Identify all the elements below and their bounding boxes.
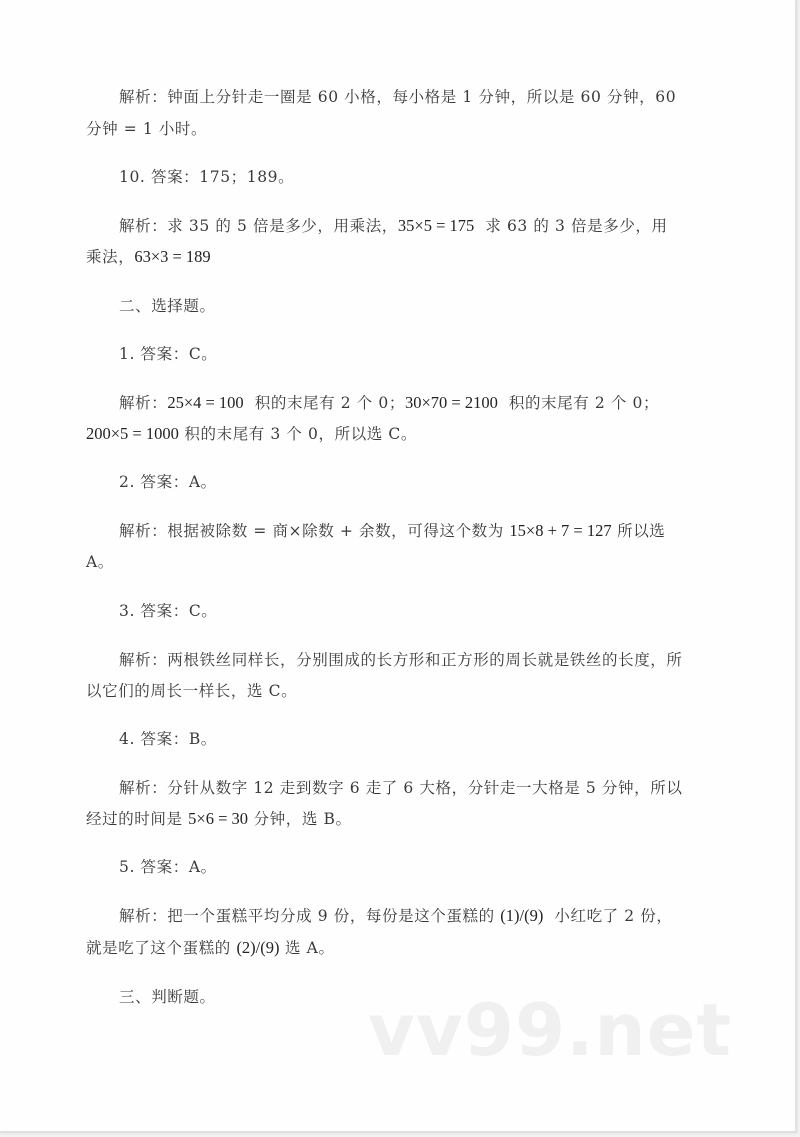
- text: 经过的时间是: [86, 810, 189, 828]
- math-expression: 25×4 = 100: [167, 393, 244, 412]
- watermark: vv99.net: [368, 988, 732, 1072]
- math-expression: 35×5 = 175: [397, 216, 475, 235]
- text: 10. 答案：175；189。: [119, 168, 295, 186]
- text: 选 A。: [279, 939, 335, 957]
- explanation-q10-line1: [119, 216, 739, 236]
- math-expression: 200×5 = 1000: [86, 424, 179, 443]
- text: 解析：钟面上分针走一圈是 60 小格，每小格是 1 分钟，所以是 60 分钟，60: [119, 88, 677, 106]
- explanation-mc-q3-line1: [119, 650, 739, 670]
- explanation-mc-q4-line2: [86, 809, 706, 829]
- math-expression: 30×70 = 2100: [404, 393, 498, 412]
- explanation-mc-q4-line1: [119, 778, 739, 798]
- explanation-mc-q5-line2: [86, 938, 706, 958]
- explanation-q10-line2: [86, 247, 706, 267]
- explanation-mc-q2-line1: [119, 521, 739, 541]
- text: 三、判断题。: [119, 988, 216, 1006]
- math-expression: 5×6 = 30: [188, 809, 249, 828]
- math-expression: 63×3 = 189: [134, 247, 211, 266]
- text: 解析：把一个蛋糕平均分成 9 份，每份是这个蛋糕的: [119, 907, 501, 925]
- text: 求 63 的 3 倍是多少，用: [474, 217, 668, 235]
- text: 以它们的周长一样长，选 C。: [86, 682, 298, 700]
- math-expression: (2)/(9): [236, 938, 280, 957]
- text: 解析：: [119, 394, 168, 412]
- text: 所以选: [611, 522, 666, 540]
- text: A。: [86, 553, 114, 571]
- text: 2. 答案：A。: [119, 473, 217, 491]
- explanation-mc-q5-line1: [119, 906, 739, 926]
- answer-mc-q1: [119, 344, 739, 364]
- text: 乘法，: [86, 248, 135, 266]
- explanation-mc-q2-line2: [86, 552, 706, 572]
- text: 解析：根据被除数 = 商×除数 + 余数，可得这个数为: [119, 522, 510, 540]
- text: 积的末尾有 2 个 0；: [497, 394, 660, 412]
- math-expression: 15×8 + 7 = 127: [509, 521, 612, 540]
- answer-mc-q4: [119, 729, 739, 749]
- text: 解析：两根铁丝同样长，分别围成的长方形和正方形的周长就是铁丝的长度，所: [119, 651, 683, 669]
- text: 分钟，选 B。: [248, 810, 352, 828]
- text: 二、选择题。: [119, 297, 216, 315]
- text: 解析：求 35 的 5 倍是多少，用乘法，: [119, 217, 398, 235]
- math-expression: (1)/(9): [500, 906, 544, 925]
- explanation-mc-q1-line1: [119, 393, 739, 413]
- text: 5. 答案：A。: [119, 858, 217, 876]
- section-heading-multiple-choice: [119, 296, 739, 316]
- explanation-mc-q1-line2: [86, 424, 706, 444]
- text: 就是吃了这个蛋糕的: [86, 939, 237, 957]
- text: 1. 答案：C。: [119, 345, 218, 363]
- text: 3. 答案：C。: [119, 602, 218, 620]
- answer-mc-q2: [119, 472, 739, 492]
- explanation-q9-line2: [86, 119, 706, 139]
- explanation-mc-q3-line2: [86, 681, 706, 701]
- text: 积的末尾有 3 个 0，所以选 C。: [178, 425, 417, 443]
- text: 4. 答案：B。: [119, 730, 217, 748]
- text: 分钟 = 1 小时。: [86, 120, 208, 138]
- answer-q10: [119, 167, 739, 187]
- text: 积的末尾有 2 个 0；: [243, 394, 405, 412]
- explanation-q9-line1: [119, 87, 739, 107]
- answer-mc-q3: [119, 601, 739, 621]
- text: 解析：分针从数字 12 走到数字 6 走了 6 大格，分针走一大格是 5 分钟，所以: [119, 779, 683, 797]
- text: 小红吃了 2 份，: [543, 907, 673, 925]
- answer-mc-q5: [119, 857, 739, 877]
